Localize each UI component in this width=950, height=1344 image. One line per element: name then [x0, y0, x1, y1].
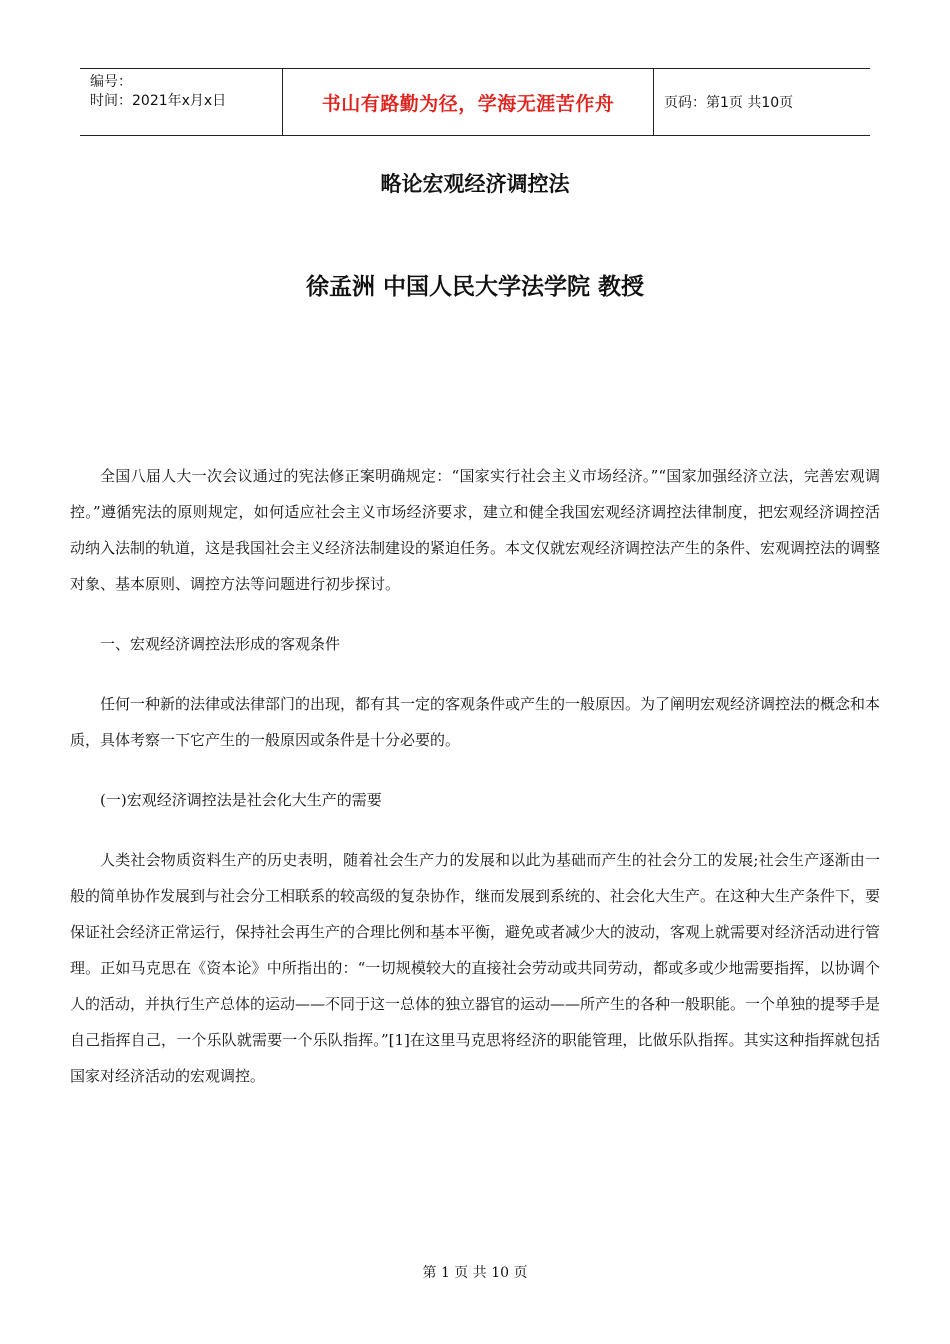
- header-table: [80, 68, 870, 136]
- header-motto-cell: [282, 69, 654, 135]
- paragraph-intro: 全国八届人大一次会议通过的宪法修正案明确规定：“国家实行社会主义市场经济。”“国家加强经济立法，完善宏观调控。”遵循宪法的原则规定，如何适应社会主义市场经济要求，建立和健全我国宏观经济调控法律制度，把宏观经济调控活动纳入法制的轨道，这是我国社会主义经济法制建设的紧迫任务。本文仅就宏观经济调控法产生的条件、宏观调控法的调整对象、基本原则、调控方法等问题进行初步探讨。: [70, 467, 881, 593]
- page-footer: 第 1 页 共 10 页: [422, 1265, 528, 1281]
- document-title: 略论宏观经济调控法: [380, 172, 570, 196]
- time-label: 时间：2021年x月x日: [90, 93, 227, 109]
- paragraph-subsection-1: 人类社会物质资料生产的历史表明，随着社会生产力的发展和以此为基础而产生的社会分工的发展;社会生产逐渐由一般的简单协作发展到与社会分工相联系的较高级的复杂协作，继而发展到系统的、社会化大生产。在这种大生产条件下，要保证社会经济正常运行，保持社会再生产的合理比例和基本平衡，避免或者减少大的波动，客观上就需要对经济活动进行管理。正如马克思在《资本论》中所指出的：“一切规模较大的直接社会劳动或共同劳动，都或多或少地需要指挥，以协调个人的活动，并执行生产总体的运动——不同于这一总体的独立器官的运动——所产生的各种一般职能。一个单独的提琴手是自己指挥自己，一个乐队就需要一个乐队指挥。”[1]在这里马克思将经济的职能管理，比做乐队指挥。其实这种指挥就包括国家对经济活动的宏观调控。: [70, 851, 881, 1085]
- paragraph-section-1: 任何一种新的法律或法律部门的出现，都有其一定的客观条件或产生的一般原因。为了阐明宏观经济调控法的概念和本质，具体考察一下它产生的一般原因或条件是十分必要的。: [70, 695, 881, 749]
- number-label: 编号：: [90, 74, 132, 90]
- document-author: 徐孟洲 中国人民大学法学院 教授: [305, 274, 644, 300]
- subsection-heading-1: (一)宏观经济调控法是社会化大生产的需要: [100, 791, 382, 809]
- section-heading-1: 一、宏观经济调控法形成的客观条件: [100, 635, 341, 653]
- header-meta: [80, 69, 282, 135]
- header-page-info: 页码：第1页 共10页: [664, 95, 794, 111]
- document-body: [70, 458, 880, 1094]
- motto-text: 书山有路勤为径，学海无涯苦作舟: [321, 92, 615, 115]
